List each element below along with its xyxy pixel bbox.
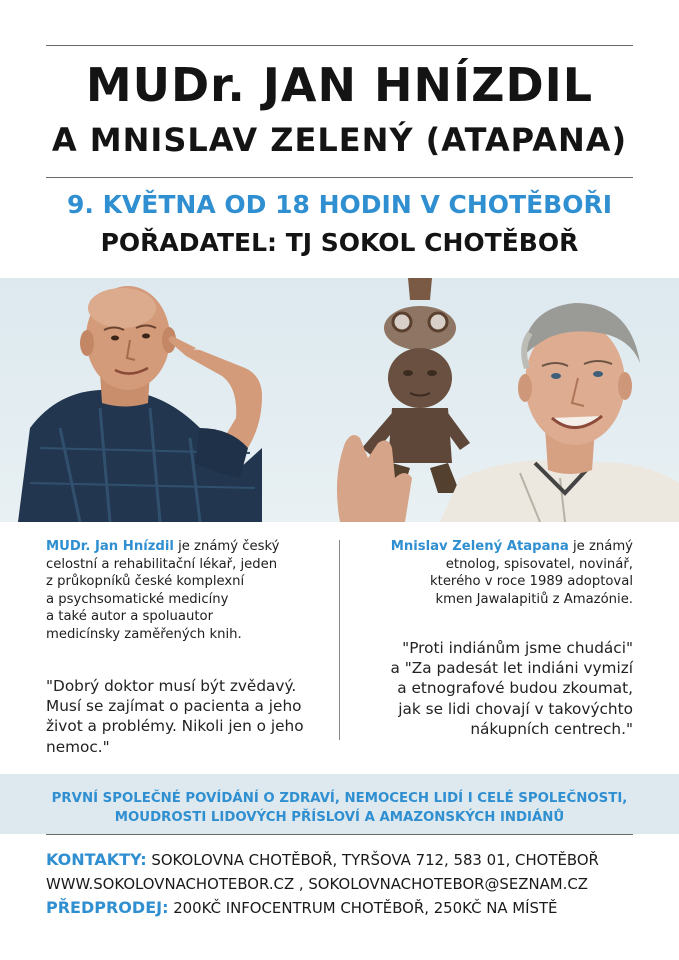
contacts-address: SOKOLOVNA CHOTĚBOŘ, TYRŠOVA 712, 583 01, CHOTĚBOŘ [146, 851, 599, 869]
bio-line: kmen Jawalapitiů z Amazónie. [435, 591, 633, 607]
quote-line: nemoc." [46, 737, 110, 756]
quote-jan-hnizdil [46, 676, 336, 757]
portraits-illustration [0, 278, 679, 522]
presale-line [46, 898, 557, 917]
quote-line: život a problémy. Nikoli jen o jeho [46, 717, 304, 736]
bio-line: a psychsomatické medicíny [46, 591, 229, 607]
title-line-1: MUDr. JAN HNÍZDIL [85, 58, 594, 112]
photo-band [0, 278, 679, 522]
name-jan-hnizdil: MUDr. Jan Hnízdil [46, 539, 174, 554]
organizer: POŘADATEL: TJ SOKOL CHOTĚBOŘ [100, 228, 579, 257]
portrait-mnislav-zeleny [440, 303, 679, 522]
contacts-web-email[interactable]: WWW.SOKOLOVNACHOTEBOR.CZ , SOKOLOVNACHOTEBOR@SEZNAM.CZ [46, 875, 588, 893]
quote-line: Musí se zajímat o pacienta a jeho [46, 697, 302, 716]
banner-line-1: PRVNÍ SPOLEČNÉ POVÍDÁNÍ O ZDRAVÍ, NEMOCECH LIDÍ I CELÉ SPOLEČNOSTI, [51, 791, 628, 806]
bio-line: medicínsky zaměřených knih. [46, 626, 242, 642]
title-line-2: A MNISLAV ZELENÝ (ATAPANA) [51, 121, 628, 159]
title-rule [46, 177, 633, 178]
name-mnislav-zeleny: Mnislav Zelený Atapana [390, 539, 569, 554]
bio-line: celostní a rehabilitační lékař, jeden [46, 556, 278, 572]
quote-line: "Proti indiánům jsme chudáci" [402, 639, 633, 657]
event-date: 9. KVĚTNA OD 18 HODIN V CHOTĚBOŘI [66, 190, 613, 219]
bio-line: je známý český [173, 539, 280, 554]
bio-jan-hnizdil [46, 538, 336, 643]
quote-line: jak se lidi chovají v takovýchto [398, 699, 633, 718]
bio-line: a také autor a spoluautor [46, 609, 213, 624]
quote-line: a "Za padesát let indiáni vymizí [390, 659, 633, 678]
presale-text: 200KČ INFOCENTRUM CHOTĚBOŘ, 250KČ NA MÍSTĚ [168, 899, 558, 917]
contacts-label: KONTAKTY: [46, 850, 147, 869]
quote-line: nákupních centrech." [470, 719, 633, 738]
bio-mnislav-zeleny [343, 538, 633, 608]
figurine-illustration [337, 278, 470, 522]
quote-mnislav-zeleny [343, 638, 633, 739]
presale-label: PŘEDPRODEJ: [46, 898, 169, 917]
event-banner [0, 774, 679, 834]
contacts-address-line [46, 850, 599, 869]
bio-line: je známý [568, 539, 633, 554]
bio-line: kterého v roce 1989 adoptoval [430, 574, 633, 589]
bio-line: etnolog, spisovatel, novinář, [445, 556, 633, 572]
bio-line: z průkopníků české komplexní [46, 574, 245, 589]
top-rule [46, 45, 633, 46]
banner-rule [46, 834, 633, 835]
column-divider [339, 540, 340, 740]
quote-line: "Dobrý doktor musí být zvědavý. [46, 677, 297, 695]
portrait-jan-hnizdil [18, 286, 262, 522]
banner-line-2: MOUDROSTI LIDOVÝCH PŘÍSLOVÍ A AMAZONSKÝCH INDIÁNŮ [114, 810, 565, 825]
quote-line: a etnografové budou zkoumat, [397, 679, 633, 698]
